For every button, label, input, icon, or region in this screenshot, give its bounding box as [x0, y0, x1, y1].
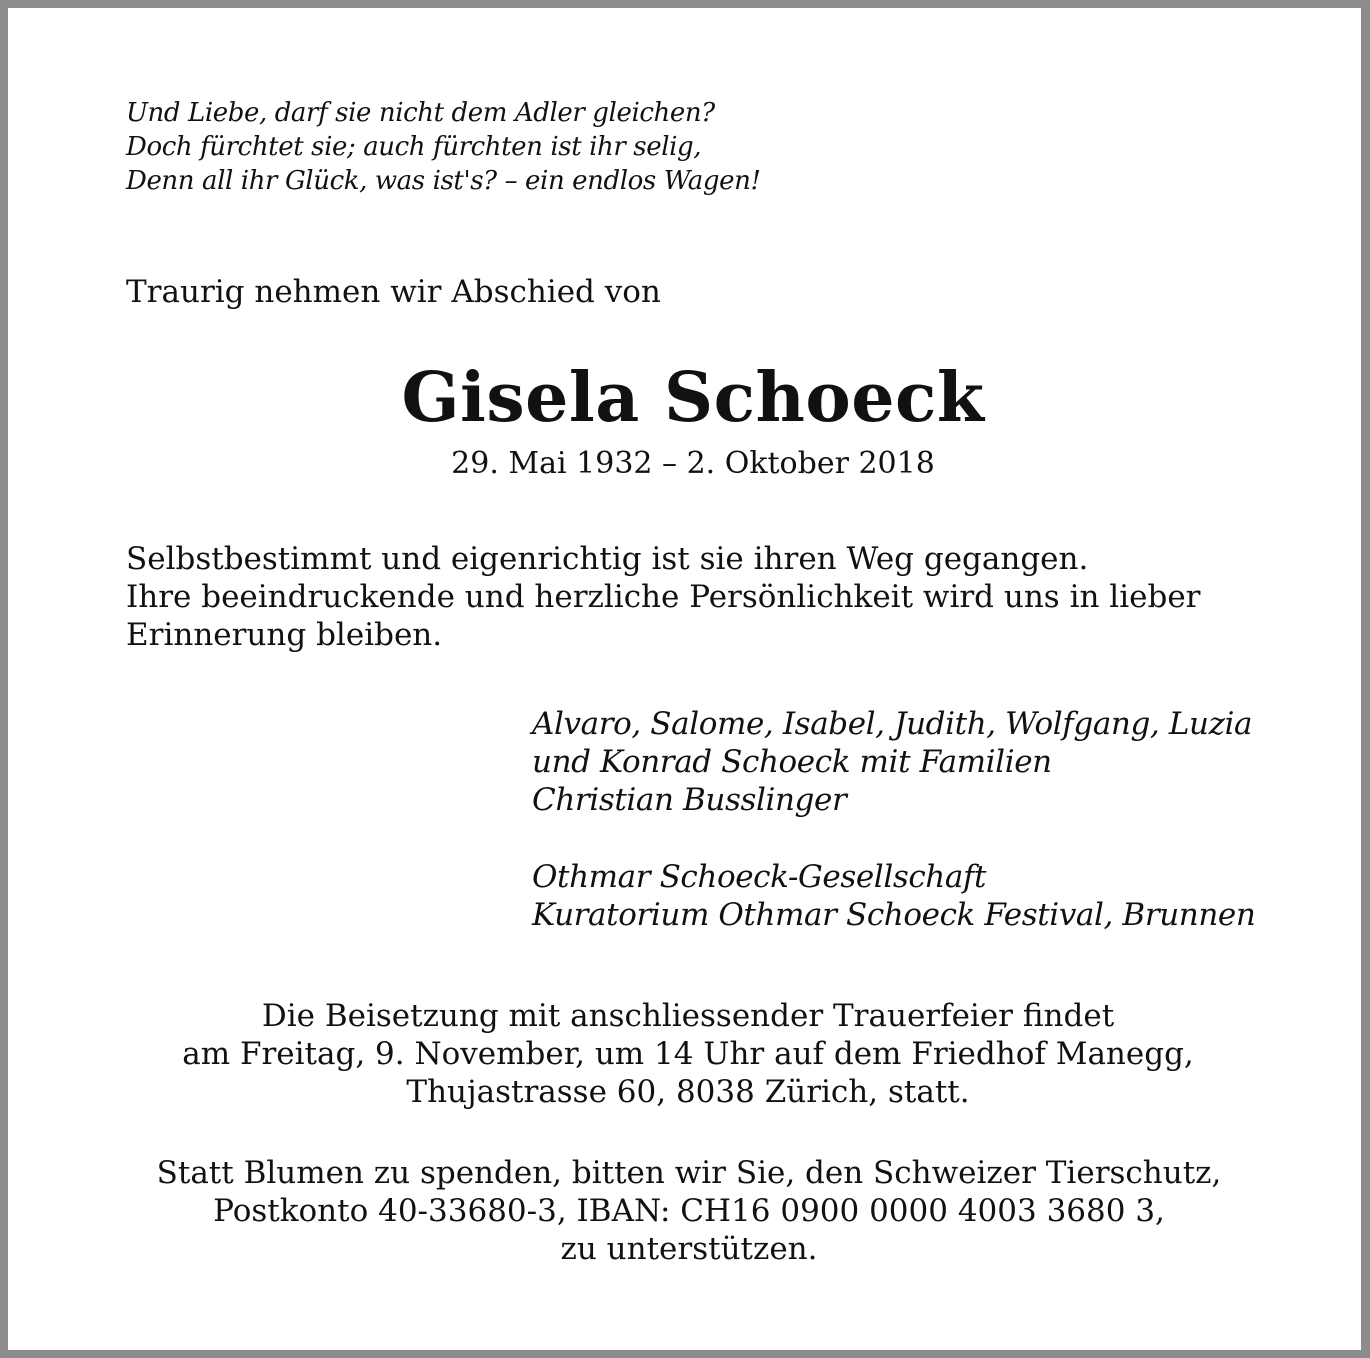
- mourner-line: Alvaro, Salome, Isabel, Judith, Wolfgang, Luzia: [532, 706, 1253, 742]
- donation-request: [8, 1154, 1370, 1268]
- mourner-line: und Konrad Schoeck mit Familien: [532, 744, 1052, 780]
- donation-line: zu unterstützen.: [560, 1231, 818, 1267]
- organization-mourners: [532, 858, 1255, 934]
- donation-line: Statt Blumen zu spenden, bitten wir Sie, den Schweizer Tierschutz,: [156, 1155, 1222, 1191]
- tribute-line: Ihre beeindruckende und herzliche Persönlichkeit wird uns in lieber: [126, 579, 1201, 615]
- mourner-line: Christian Busslinger: [532, 782, 847, 818]
- quote-line: Und Liebe, darf sie nicht dem Adler gleichen?: [126, 98, 715, 128]
- tribute-line: Selbstbestimmt und eigenrichtig ist sie ihren Weg gegangen.: [126, 541, 1089, 577]
- farewell-intro: Traurig nehmen wir Abschied von: [126, 274, 661, 310]
- donation-line: Postkonto 40-33680-3, IBAN: CH16 0900 0000 4003 3680 3,: [213, 1193, 1165, 1229]
- tribute-line: Erinnerung bleiben.: [126, 617, 443, 653]
- family-mourners: [532, 705, 1252, 819]
- mourner-line: Othmar Schoeck-Gesellschaft: [532, 859, 987, 895]
- quote-line: Denn all ihr Glück, was ist's? – ein endlos Wagen!: [126, 166, 761, 196]
- deceased-name: Gisela Schoeck: [401, 358, 985, 438]
- life-dates: 29. Mai 1932 – 2. Oktober 2018: [451, 446, 935, 481]
- poem-quote: [126, 96, 761, 198]
- quote-line: Doch fürchtet sie; auch fürchten ist ihr selig,: [126, 132, 702, 162]
- tribute-text: [126, 540, 1200, 654]
- funeral-announcement: [8, 997, 1368, 1111]
- funeral-line: Die Beisetzung mit anschliessender Trauerfeier findet: [261, 998, 1115, 1034]
- mourner-line: Kuratorium Othmar Schoeck Festival, Brunnen: [532, 897, 1256, 933]
- funeral-line: Thujastrasse 60, 8038 Zürich, statt.: [406, 1074, 970, 1110]
- funeral-line: am Freitag, 9. November, um 14 Uhr auf dem Friedhof Manegg,: [182, 1036, 1194, 1072]
